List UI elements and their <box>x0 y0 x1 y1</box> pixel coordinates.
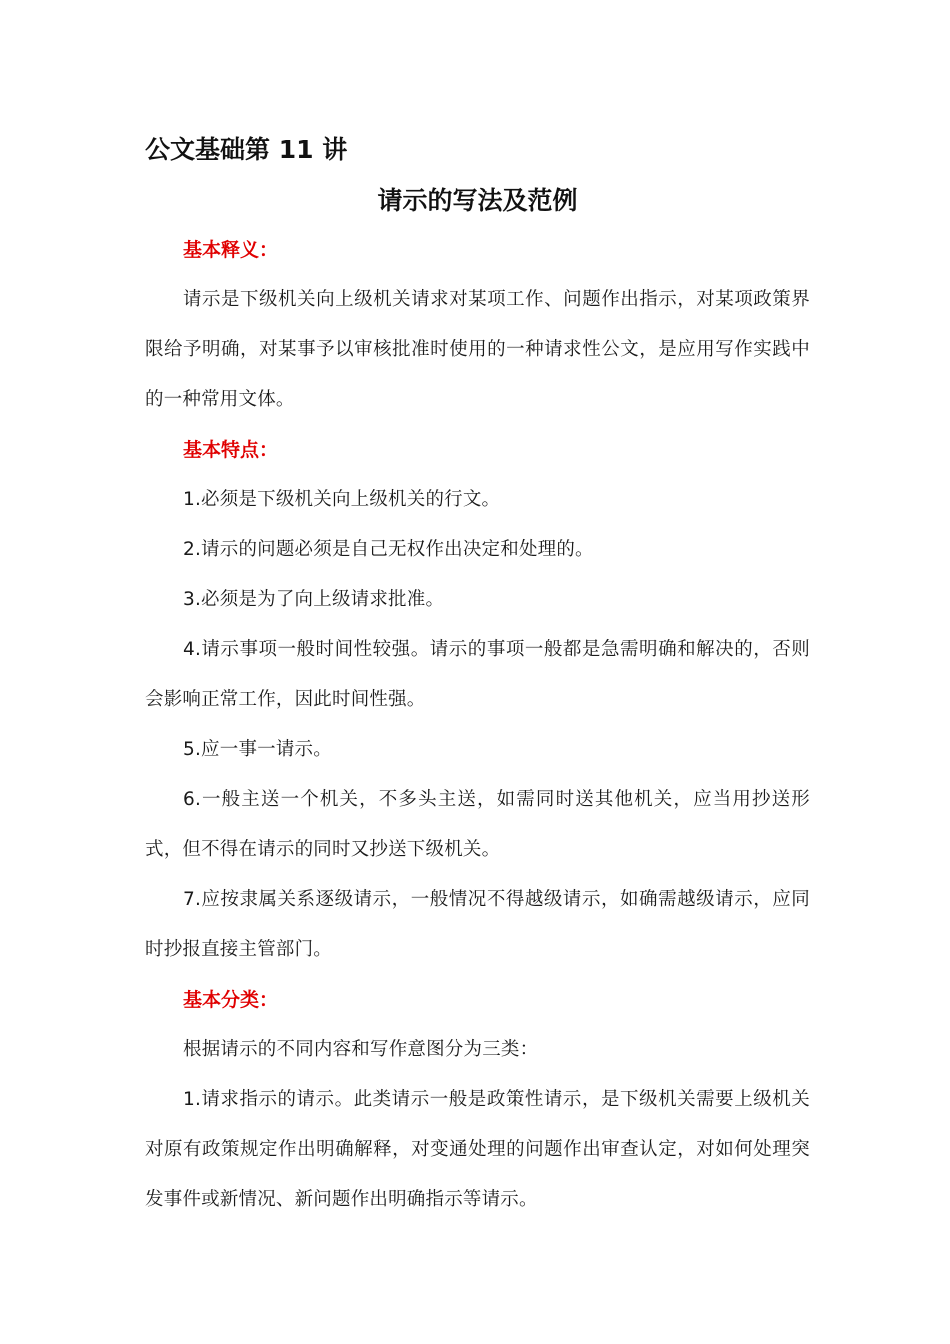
paragraph: 请示是下级机关向上级机关请求对某项工作、问题作出指示，对某项政策界限给予明确，对某事予以审核批准时使用的一种请求性公文，是应用写作实践中的一种常用文体。 <box>145 289 810 410</box>
document-page <box>145 128 810 1225</box>
list-item: 1.必须是下级机关向上级机关的行文。 <box>183 489 501 510</box>
document-subtitle: 请示的写法及范例 <box>377 186 578 215</box>
document-title: 公文基础第 11 讲 <box>145 135 348 164</box>
list-item: 4.请示事项一般时间性较强。请示的事项一般都是急需明确和解决的，否则会影响正常工作，因此时间性强。 <box>145 639 810 710</box>
section-heading-classification: 基本分类： <box>183 989 279 1011</box>
section-heading-definition: 基本释义： <box>183 239 279 261</box>
list-item: 2.请示的问题必须是自己无权作出决定和处理的。 <box>183 539 594 560</box>
section-heading-characteristics: 基本特点： <box>183 439 279 461</box>
paragraph: 根据请示的不同内容和写作意图分为三类： <box>183 1039 539 1060</box>
section-classification <box>145 975 810 1225</box>
section-definition <box>145 225 810 425</box>
list-item: 3.必须是为了向上级请求批准。 <box>183 589 445 610</box>
list-item: 5.应一事一请示。 <box>183 739 332 760</box>
list-item: 7.应按隶属关系逐级请示，一般情况不得越级请示，如确需越级请示，应同时抄报直接主管部门。 <box>145 889 810 960</box>
list-item: 1.请求指示的请示。此类请示一般是政策性请示，是下级机关需要上级机关对原有政策规定作出明确解释，对变通处理的问题作出审查认定，对如何处理突发事件或新情况、新问题作出明确指示等请示。 <box>145 1089 810 1210</box>
section-characteristics <box>145 425 810 975</box>
list-item: 6.一般主送一个机关，不多头主送，如需同时送其他机关，应当用抄送形式，但不得在请示的同时又抄送下级机关。 <box>145 789 810 860</box>
